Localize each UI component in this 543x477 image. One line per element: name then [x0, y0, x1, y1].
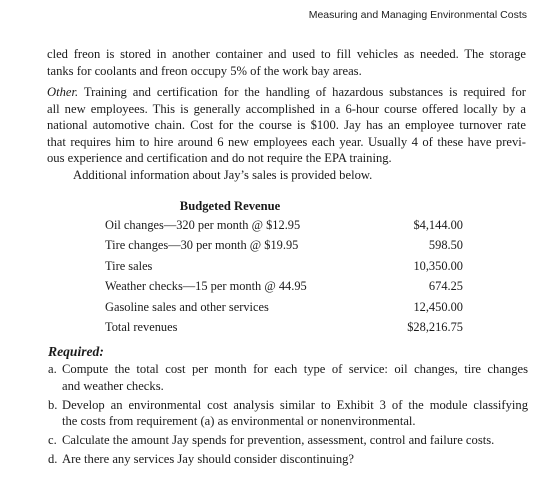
runin-heading: Other. — [47, 85, 79, 99]
table-row — [105, 256, 463, 276]
row-amount: $4,144.00 — [413, 218, 463, 232]
running-head: Measuring and Managing Environmental Costs — [308, 9, 527, 21]
item-marker: a. — [48, 362, 57, 377]
item-marker: c. — [48, 433, 57, 448]
text-line: that requires him to hire around 6 new employees each year. Usually 4 of these have previ- — [47, 134, 526, 149]
requirement-item — [48, 361, 528, 394]
row-amount: $28,216.75 — [407, 319, 463, 334]
table-title: Budgeted Revenue — [179, 199, 281, 213]
paragraph-other — [47, 84, 526, 184]
text-line: Calculate the amount Jay spends for prevention, assessment, control and failure costs. — [62, 433, 495, 448]
item-text — [62, 397, 528, 430]
text-line: ous experience and certification and do not require the EPA training. — [47, 151, 392, 166]
text-line: Additional information about Jay’s sales is provided below. — [73, 167, 373, 182]
text-line: all new employees. This is generally accomplished in a 6-hour course offered locally by a — [47, 101, 526, 116]
row-amount: 598.50 — [428, 238, 463, 253]
row-label: Tire sales — [105, 258, 153, 273]
text-line: Develop an environmental cost analysis similar to Exhibit 3 of the module classifying — [62, 397, 528, 412]
item-marker: b. — [48, 397, 58, 412]
row-label: Weather checks—15 per month @ 44.95 — [105, 279, 307, 294]
table-row — [105, 276, 463, 296]
budgeted-revenue-table — [105, 198, 463, 337]
requirement-item — [48, 432, 528, 448]
table-row — [105, 235, 463, 255]
item-marker: d. — [48, 452, 58, 467]
text-line: the costs from requirement (a) as environmental or nonenvironmental. — [62, 414, 416, 429]
requirement-item — [48, 397, 528, 430]
item-text — [62, 432, 528, 448]
text-line: and weather checks. — [62, 378, 164, 393]
row-label: Tire changes—30 per month @ $19.95 — [105, 238, 299, 253]
row-label: Total revenues — [105, 319, 178, 334]
item-text — [62, 361, 528, 394]
row-amount: 674.25 — [428, 279, 463, 294]
required-heading: Required: — [48, 344, 104, 359]
row-amount: 12,450.00 — [413, 299, 463, 314]
text-line: Compute the total cost per month for each type of service: oil changes, tire changes — [62, 362, 528, 377]
requirement-item — [48, 451, 528, 467]
text-line: Are there any services Jay should consider discontinuing? — [62, 452, 355, 467]
text-line: national automotive chain. Cost for the course is $100. Jay has an employee turnover rate — [47, 118, 526, 133]
row-label: Gasoline sales and other services — [105, 299, 269, 314]
table-row — [105, 215, 463, 235]
text-fragment: Training and certification for the handling of hazardous substances is required for — [78, 85, 526, 99]
text-line: tanks for coolants and freon occupy 5% of the work bay areas. — [47, 63, 362, 78]
paragraph-storage — [47, 46, 526, 79]
row-label: Oil changes—320 per month @ $12.95 — [105, 218, 301, 232]
table-row-total — [105, 317, 463, 337]
item-text — [62, 451, 528, 467]
row-amount: 10,350.00 — [413, 258, 463, 273]
text-line — [47, 84, 526, 101]
text-line: cled freon is stored in another container and used to fill vehicles as needed. The storage — [47, 47, 526, 61]
table-row — [105, 297, 463, 317]
required-section — [48, 344, 528, 470]
